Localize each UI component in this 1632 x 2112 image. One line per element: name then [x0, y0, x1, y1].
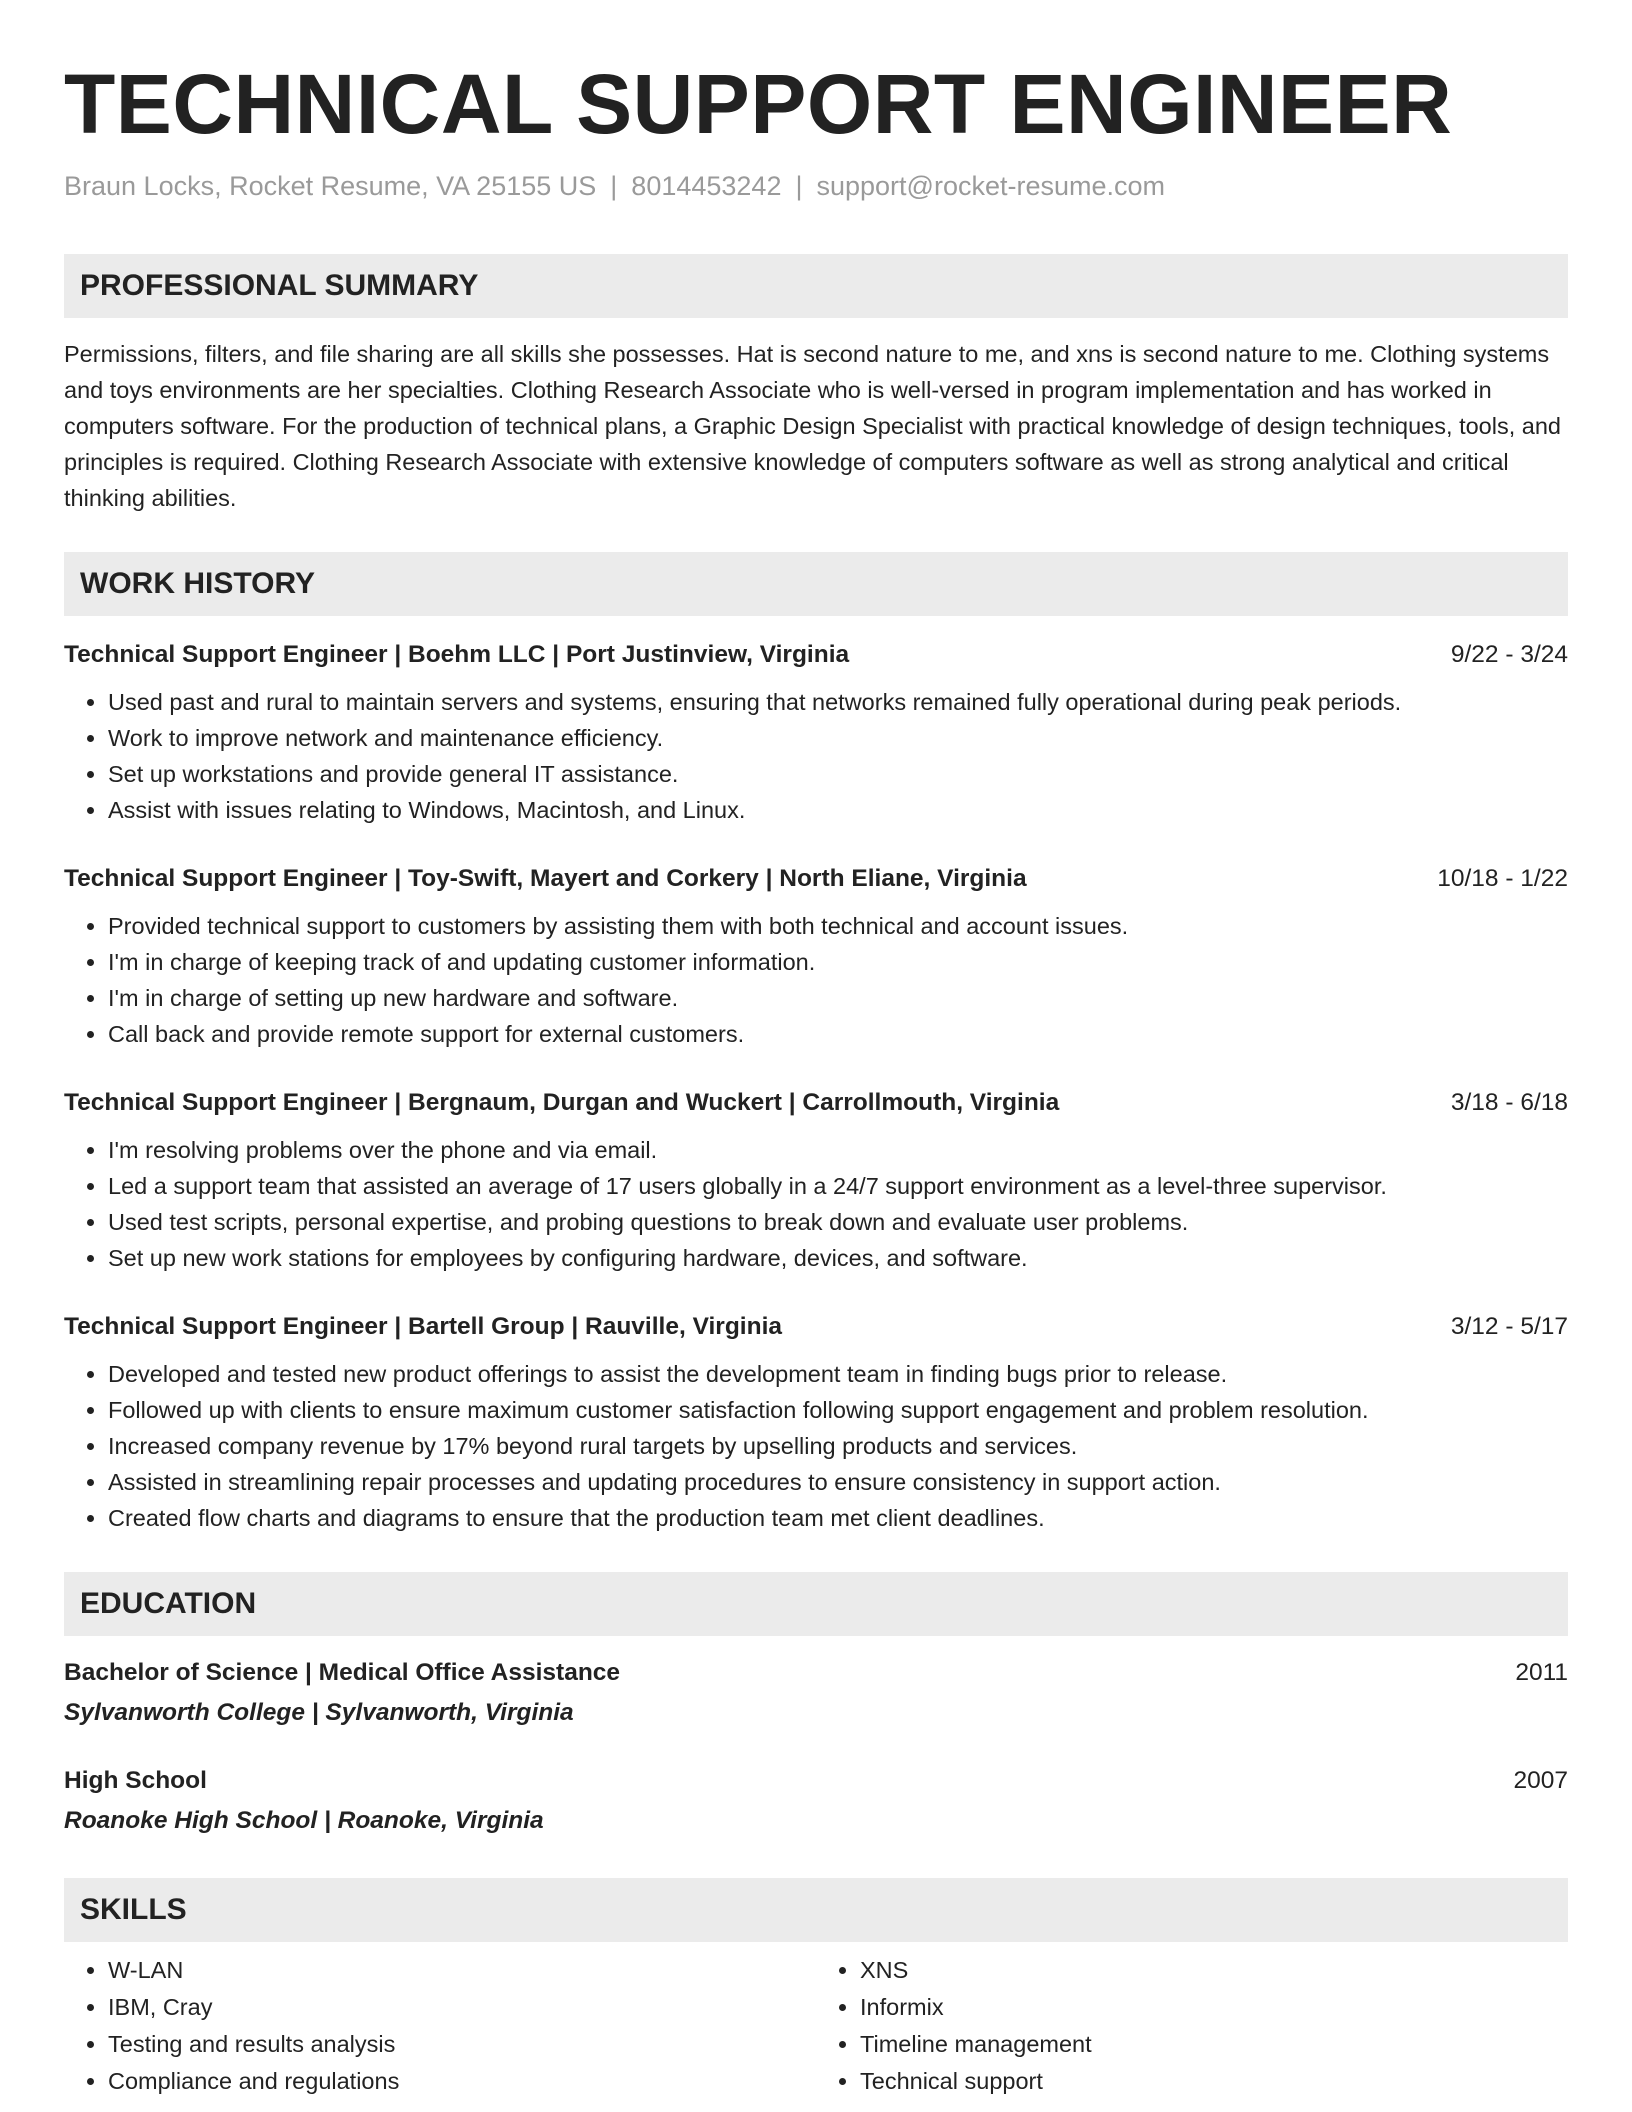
skill-item: • W-LAN [108, 1952, 816, 1989]
graduation-year: 2007 [1513, 1767, 1568, 1794]
summary-text: Permissions, filters, and file sharing are all skills she possesses. Hat is second nature to me, and xns is second nature to me. Clothing systems and toys environments are her specialties. Clothing Research Associate who is well-versed in program implementation and has worked in computers software. For the production of technical plans, a Graphic Design Specialist with practical knowledge of design techniques, tools, and principles is required. Clothing Research Associate with extensive knowledge of computers software as well as strong analytical and critical thinking abilities. [64, 341, 1561, 511]
job-bullet: • I'm in charge of setting up new hardware and software. [108, 980, 1568, 1016]
job-bullet: • I'm resolving problems over the phone and via email. [108, 1132, 1568, 1168]
job-bullet: • Assist with issues relating to Windows, Macintosh, and Linux. [108, 792, 1568, 828]
job-bullet: • Provided technical support to customers by assisting them with both technical and account issues. [108, 908, 1568, 944]
skill-item: • Technical support [860, 2063, 1568, 2100]
job-dates: 3/12 - 5/17 [1450, 1313, 1568, 1340]
job-bullets [64, 1132, 1568, 1276]
skills-column-right [816, 1952, 1568, 2100]
education-entry [64, 1656, 1568, 1730]
job-bullet: • Assisted in streamlining repair processes and updating procedures to ensure consistency in support action. [108, 1464, 1568, 1500]
skills-list [64, 1952, 1568, 2100]
job-dates: 10/18 - 1/22 [1437, 865, 1568, 892]
skill-item: • Timeline management [860, 2026, 1568, 2063]
education-entry [64, 1764, 1568, 1838]
resume-title: TECHNICAL SUPPORT ENGINEER [64, 57, 1453, 151]
job-entry [64, 1086, 1568, 1276]
skill-item: • Informix [860, 1989, 1568, 2026]
school: Roanoke High School | Roanoke, Virginia [64, 1807, 544, 1834]
job-bullets [64, 908, 1568, 1052]
section-heading-summary: PROFESSIONAL SUMMARY [64, 254, 1568, 318]
job-bullet: • Set up workstations and provide general IT assistance. [108, 756, 1568, 792]
job-bullet: • Work to improve network and maintenance efficiency. [108, 720, 1568, 756]
job-title: Technical Support Engineer | Bergnaum, Durgan and Wuckert | Carrollmouth, Virginia [64, 1089, 1060, 1116]
job-bullet: • Developed and tested new product offerings to assist the development team in finding bugs prior to release. [108, 1356, 1568, 1392]
graduation-year: 2011 [1515, 1659, 1568, 1686]
job-bullet: • I'm in charge of keeping track of and updating customer information. [108, 944, 1568, 980]
skill-item: • Testing and results analysis [108, 2026, 816, 2063]
job-bullet: • Used test scripts, personal expertise, and probing questions to break down and evaluate user problems. [108, 1204, 1568, 1240]
degree: Bachelor of Science | Medical Office Assistance [64, 1659, 621, 1686]
skill-item: • XNS [860, 1952, 1568, 1989]
job-bullet: • Call back and provide remote support for external customers. [108, 1016, 1568, 1052]
skill-item: • Compliance and regulations [108, 2063, 816, 2100]
job-entry [64, 862, 1568, 1052]
separator: | [610, 171, 618, 201]
job-bullets [64, 684, 1568, 828]
section-heading-work-history: WORK HISTORY [64, 552, 1568, 616]
job-bullet: • Set up new work stations for employees by configuring hardware, devices, and software. [108, 1240, 1568, 1276]
phone: 8014453242 [631, 171, 782, 201]
separator: | [795, 171, 803, 201]
job-title: Technical Support Engineer | Toy-Swift, Mayert and Corkery | North Eliane, Virginia [64, 865, 1027, 892]
section-heading-education: EDUCATION [64, 1572, 1568, 1636]
address: Braun Locks, Rocket Resume, VA 25155 US [64, 171, 597, 201]
job-dates: 9/22 - 3/24 [1450, 641, 1568, 668]
job-title: Technical Support Engineer | Boehm LLC | Port Justinview, Virginia [64, 641, 850, 668]
skill-item: • IBM, Cray [108, 1989, 816, 2026]
section-heading-skills: SKILLS [64, 1878, 1568, 1942]
email: support@rocket-resume.com [816, 171, 1166, 201]
school: Sylvanworth College | Sylvanworth, Virginia [64, 1699, 574, 1726]
job-bullet: • Followed up with clients to ensure maximum customer satisfaction following support engagement and problem resolution. [108, 1392, 1568, 1428]
contact-line [64, 168, 1568, 204]
job-bullets [64, 1356, 1568, 1536]
job-bullet: • Used past and rural to maintain servers and systems, ensuring that networks remained fully operational during peak periods. [108, 684, 1568, 720]
job-bullet: • Created flow charts and diagrams to ensure that the production team met client deadlines. [108, 1500, 1568, 1536]
job-title: Technical Support Engineer | Bartell Group | Rauville, Virginia [64, 1313, 783, 1340]
job-entry [64, 1310, 1568, 1536]
job-entry [64, 638, 1568, 828]
job-bullet: • Increased company revenue by 17% beyond rural targets by upselling products and services. [108, 1428, 1568, 1464]
job-bullet: • Led a support team that assisted an average of 17 users globally in a 24/7 support environment as a level-three supervisor. [108, 1168, 1568, 1204]
skills-column-left [64, 1952, 816, 2100]
job-dates: 3/18 - 6/18 [1450, 1089, 1568, 1116]
degree: High School [64, 1767, 207, 1794]
